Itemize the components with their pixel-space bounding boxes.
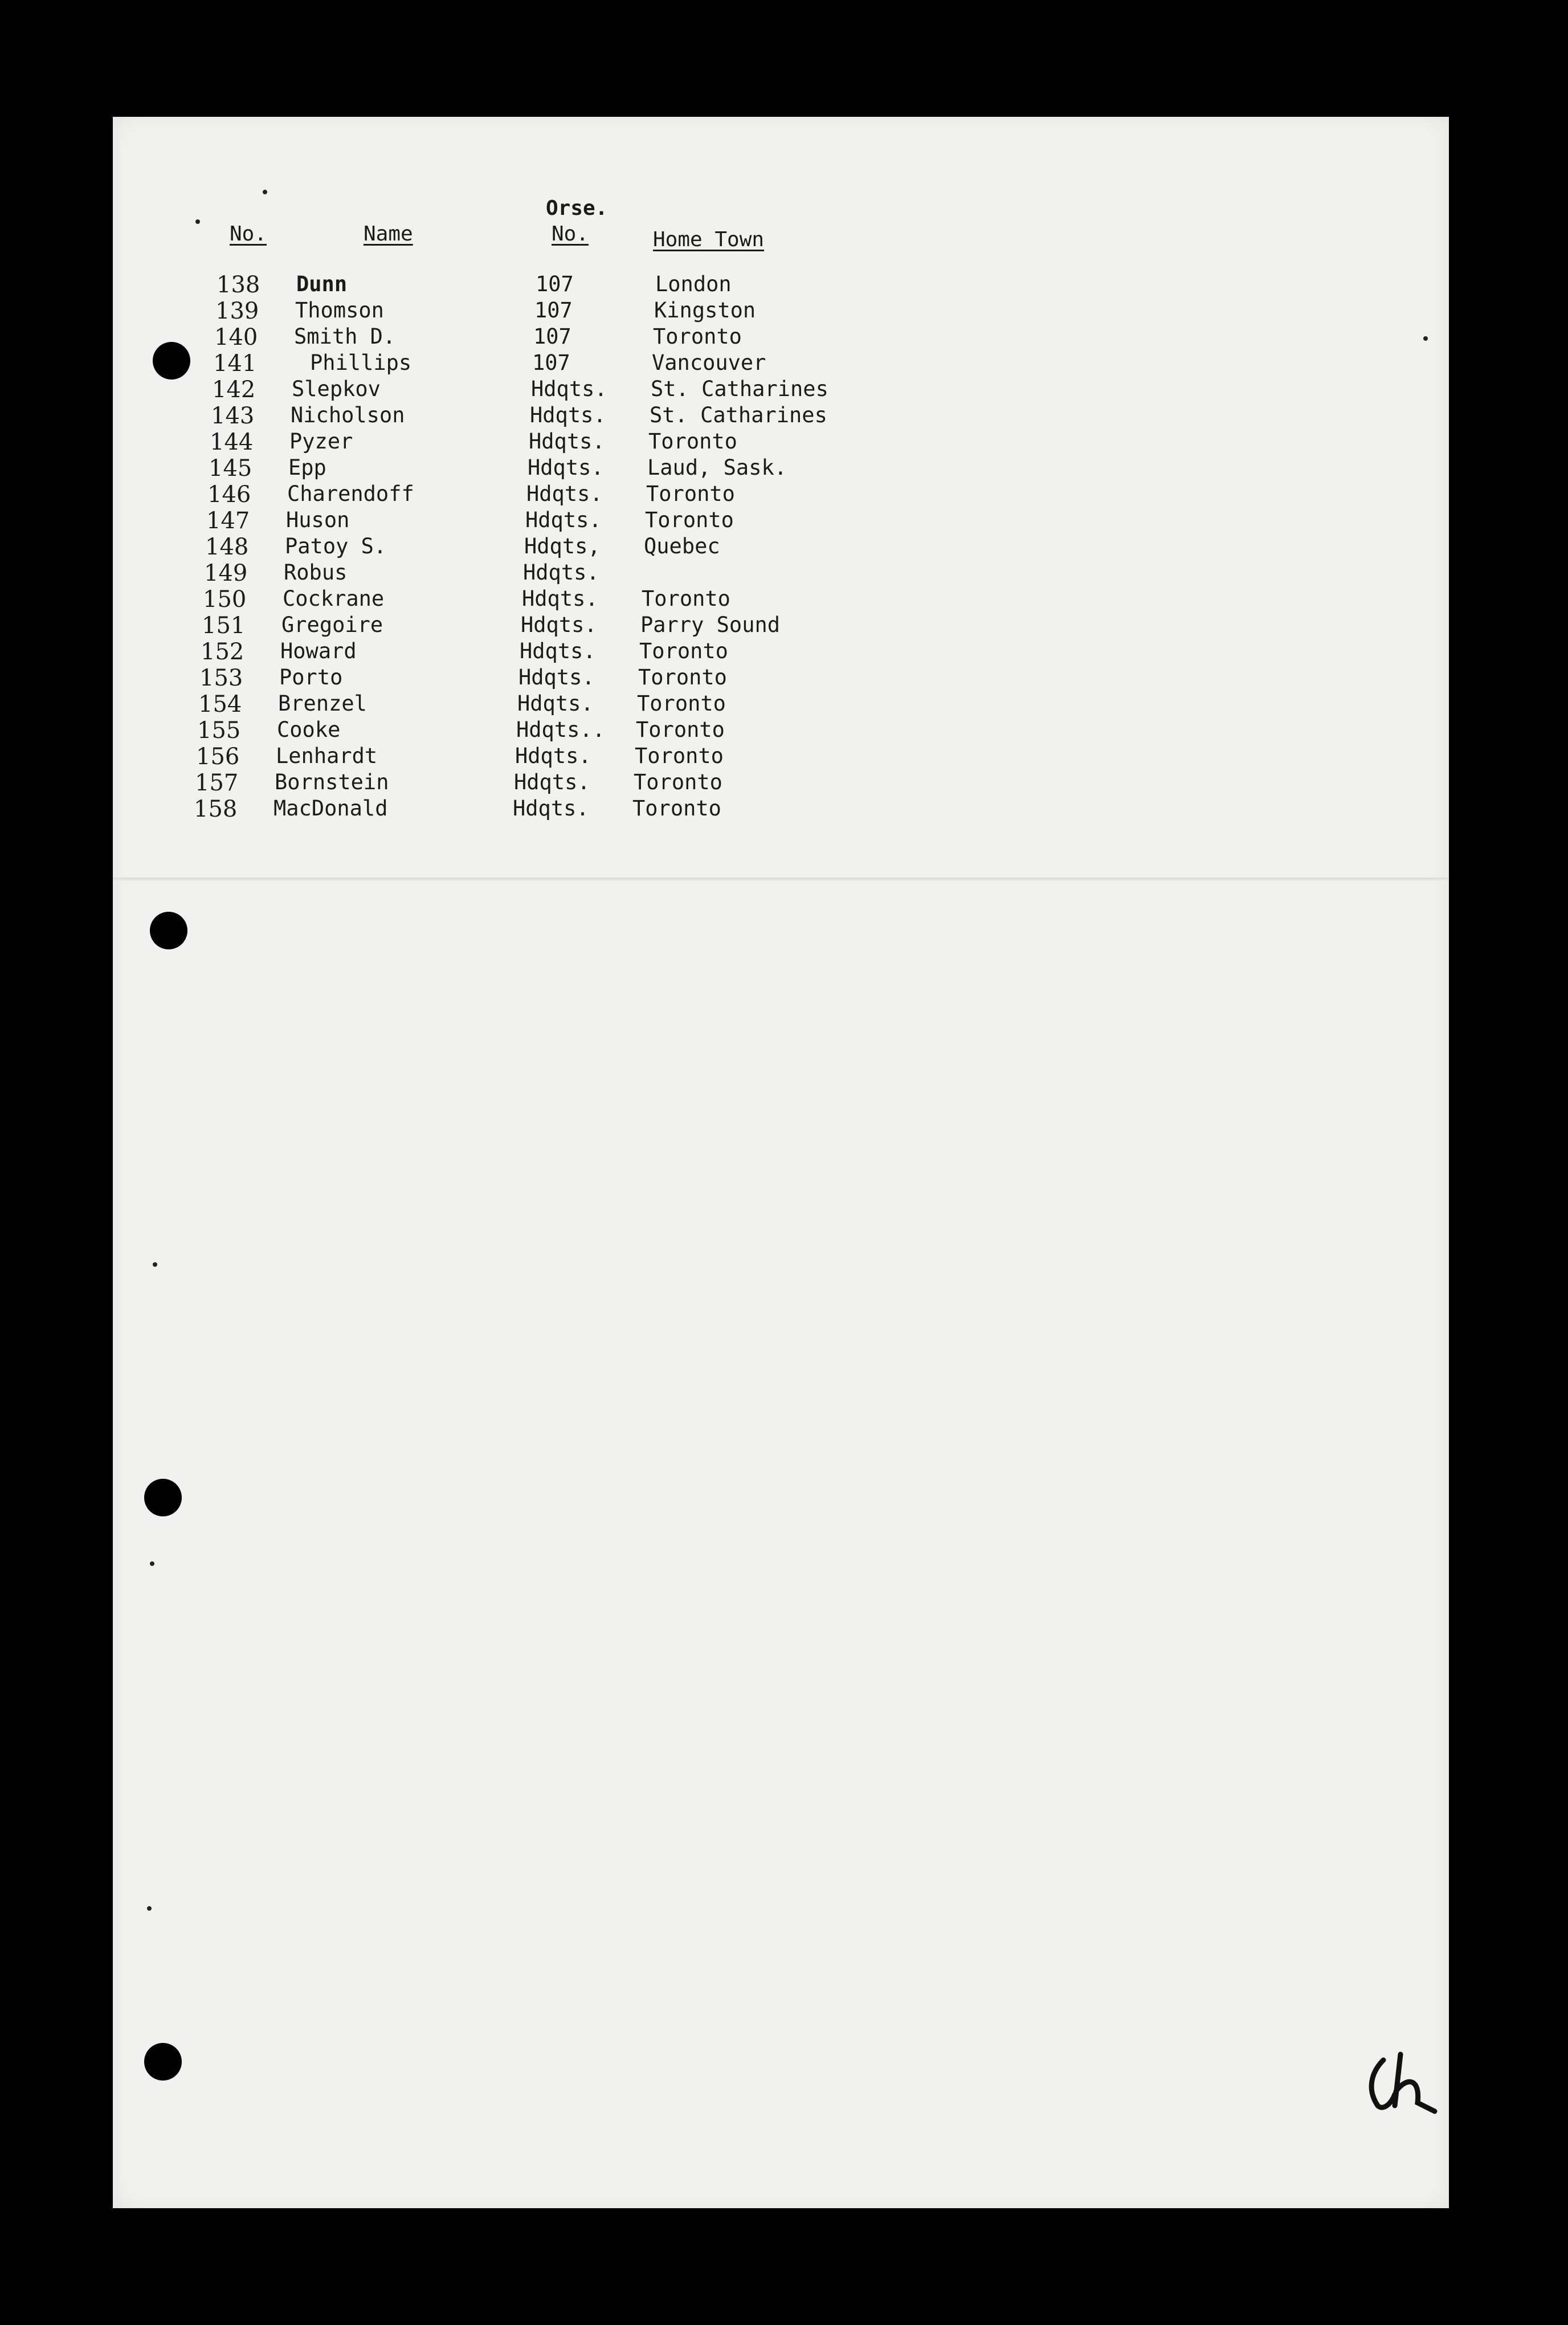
speck bbox=[153, 1262, 157, 1267]
row-name: Epp bbox=[288, 455, 326, 480]
row-corps: Hdqts. bbox=[517, 691, 594, 716]
row-name: Slepkov bbox=[292, 377, 381, 401]
punch-hole-4 bbox=[144, 2043, 182, 2081]
row-corps: 107 bbox=[534, 298, 573, 323]
speck bbox=[1423, 336, 1428, 341]
row-corps: 107 bbox=[532, 350, 570, 375]
row-number: 148 bbox=[205, 534, 249, 560]
row-name: Porto bbox=[279, 665, 343, 690]
handwritten-initials-signature bbox=[1361, 2049, 1446, 2117]
row-town: Parry Sound bbox=[640, 613, 781, 637]
header-name: Name bbox=[364, 222, 413, 246]
row-name: Gregoire bbox=[281, 613, 383, 637]
punch-hole-1 bbox=[153, 342, 190, 380]
row-corps: Hdqts. bbox=[514, 770, 590, 794]
row-town: London bbox=[655, 272, 732, 296]
row-name: Thomson bbox=[295, 298, 384, 323]
row-name: Charendoff bbox=[287, 482, 414, 506]
row-name: Robus bbox=[284, 560, 348, 585]
row-number: 146 bbox=[207, 482, 251, 508]
row-corps: 107 bbox=[533, 324, 571, 349]
row-name: Brenzel bbox=[278, 691, 367, 716]
row-corps: Hdqts. bbox=[513, 796, 589, 821]
header-no: No. bbox=[230, 222, 267, 246]
row-corps: Hdqts. bbox=[520, 639, 596, 663]
row-corps: Hdqts. bbox=[526, 482, 603, 506]
header-corps: No. bbox=[552, 222, 589, 246]
row-number: 138 bbox=[217, 272, 260, 298]
row-town: Vancouver bbox=[652, 350, 766, 375]
row-name: Dunn bbox=[296, 272, 348, 296]
header-home-town: Home Town bbox=[653, 228, 765, 251]
page-fold-line bbox=[113, 878, 1449, 881]
speck bbox=[263, 190, 267, 194]
row-town: Toronto bbox=[632, 796, 721, 821]
row-town: Toronto bbox=[634, 770, 722, 794]
row-corps: Hdqts.. bbox=[516, 717, 605, 742]
row-corps: Hdqts. bbox=[518, 665, 595, 690]
speck bbox=[195, 219, 200, 224]
row-corps: Hdqts. bbox=[522, 586, 598, 611]
punch-hole-2 bbox=[150, 912, 187, 949]
row-number: 144 bbox=[210, 429, 254, 455]
row-town: Toronto bbox=[645, 508, 734, 532]
row-number: 154 bbox=[198, 691, 242, 717]
row-town: Toronto bbox=[639, 639, 728, 663]
row-town: Kingston bbox=[654, 298, 756, 323]
row-town: Toronto bbox=[646, 482, 735, 506]
row-corps: Hdqts. bbox=[528, 455, 604, 480]
row-town: Toronto bbox=[635, 744, 724, 768]
row-name: Pyzer bbox=[289, 429, 353, 454]
row-name: Cooke bbox=[277, 717, 341, 742]
row-number: 139 bbox=[215, 298, 259, 324]
row-town: Laud, Sask. bbox=[647, 455, 787, 480]
header-corps-top: Orse. bbox=[546, 197, 608, 220]
row-town: Toronto bbox=[638, 665, 727, 690]
punch-hole-3 bbox=[144, 1479, 182, 1516]
row-number: 158 bbox=[194, 796, 238, 822]
row-corps: Hdqts. bbox=[529, 429, 605, 454]
row-corps: Hdqts. bbox=[523, 560, 599, 585]
row-number: 140 bbox=[214, 324, 258, 350]
speck bbox=[147, 1906, 152, 1911]
row-corps: Hdqts. bbox=[531, 377, 607, 401]
row-number: 145 bbox=[209, 455, 252, 482]
row-corps: Hdqts. bbox=[515, 744, 591, 768]
row-number: 149 bbox=[204, 560, 248, 586]
row-name: Lenhardt bbox=[276, 744, 378, 768]
row-number: 155 bbox=[197, 717, 241, 744]
row-town: St. Catharines bbox=[650, 403, 827, 427]
row-name: MacDonald bbox=[273, 796, 388, 821]
row-name: Howard bbox=[280, 639, 357, 663]
row-number: 156 bbox=[196, 744, 240, 770]
row-name: Bornstein bbox=[275, 770, 389, 794]
row-name: Phillips bbox=[310, 350, 412, 375]
row-town: Quebec bbox=[644, 534, 720, 558]
row-town: St. Catharines bbox=[651, 377, 828, 401]
row-number: 147 bbox=[206, 508, 250, 534]
row-number: 157 bbox=[195, 770, 239, 796]
row-number: 142 bbox=[212, 377, 256, 403]
row-number: 150 bbox=[203, 586, 247, 613]
row-corps: Hdqts. bbox=[521, 613, 597, 637]
row-corps: Hdqts. bbox=[525, 508, 602, 532]
row-name: Huson bbox=[286, 508, 350, 532]
row-town: Toronto bbox=[637, 691, 726, 716]
row-number: 152 bbox=[201, 639, 244, 665]
row-corps: Hdqts. bbox=[530, 403, 606, 427]
row-name: Smith D. bbox=[294, 324, 396, 349]
document-page bbox=[113, 117, 1449, 2208]
row-town: Toronto bbox=[642, 586, 730, 611]
row-town: Toronto bbox=[648, 429, 737, 454]
row-number: 153 bbox=[199, 665, 243, 691]
row-name: Cockrane bbox=[283, 586, 385, 611]
row-name: Nicholson bbox=[291, 403, 405, 427]
row-number: 151 bbox=[202, 613, 246, 639]
row-corps: Hdqts, bbox=[524, 534, 601, 558]
row-number: 141 bbox=[213, 350, 257, 377]
row-town: Toronto bbox=[653, 324, 742, 349]
row-name: Patoy S. bbox=[285, 534, 387, 558]
row-town: Toronto bbox=[636, 717, 725, 742]
row-corps: 107 bbox=[536, 272, 574, 296]
speck bbox=[150, 1561, 154, 1566]
row-number: 143 bbox=[211, 403, 255, 429]
